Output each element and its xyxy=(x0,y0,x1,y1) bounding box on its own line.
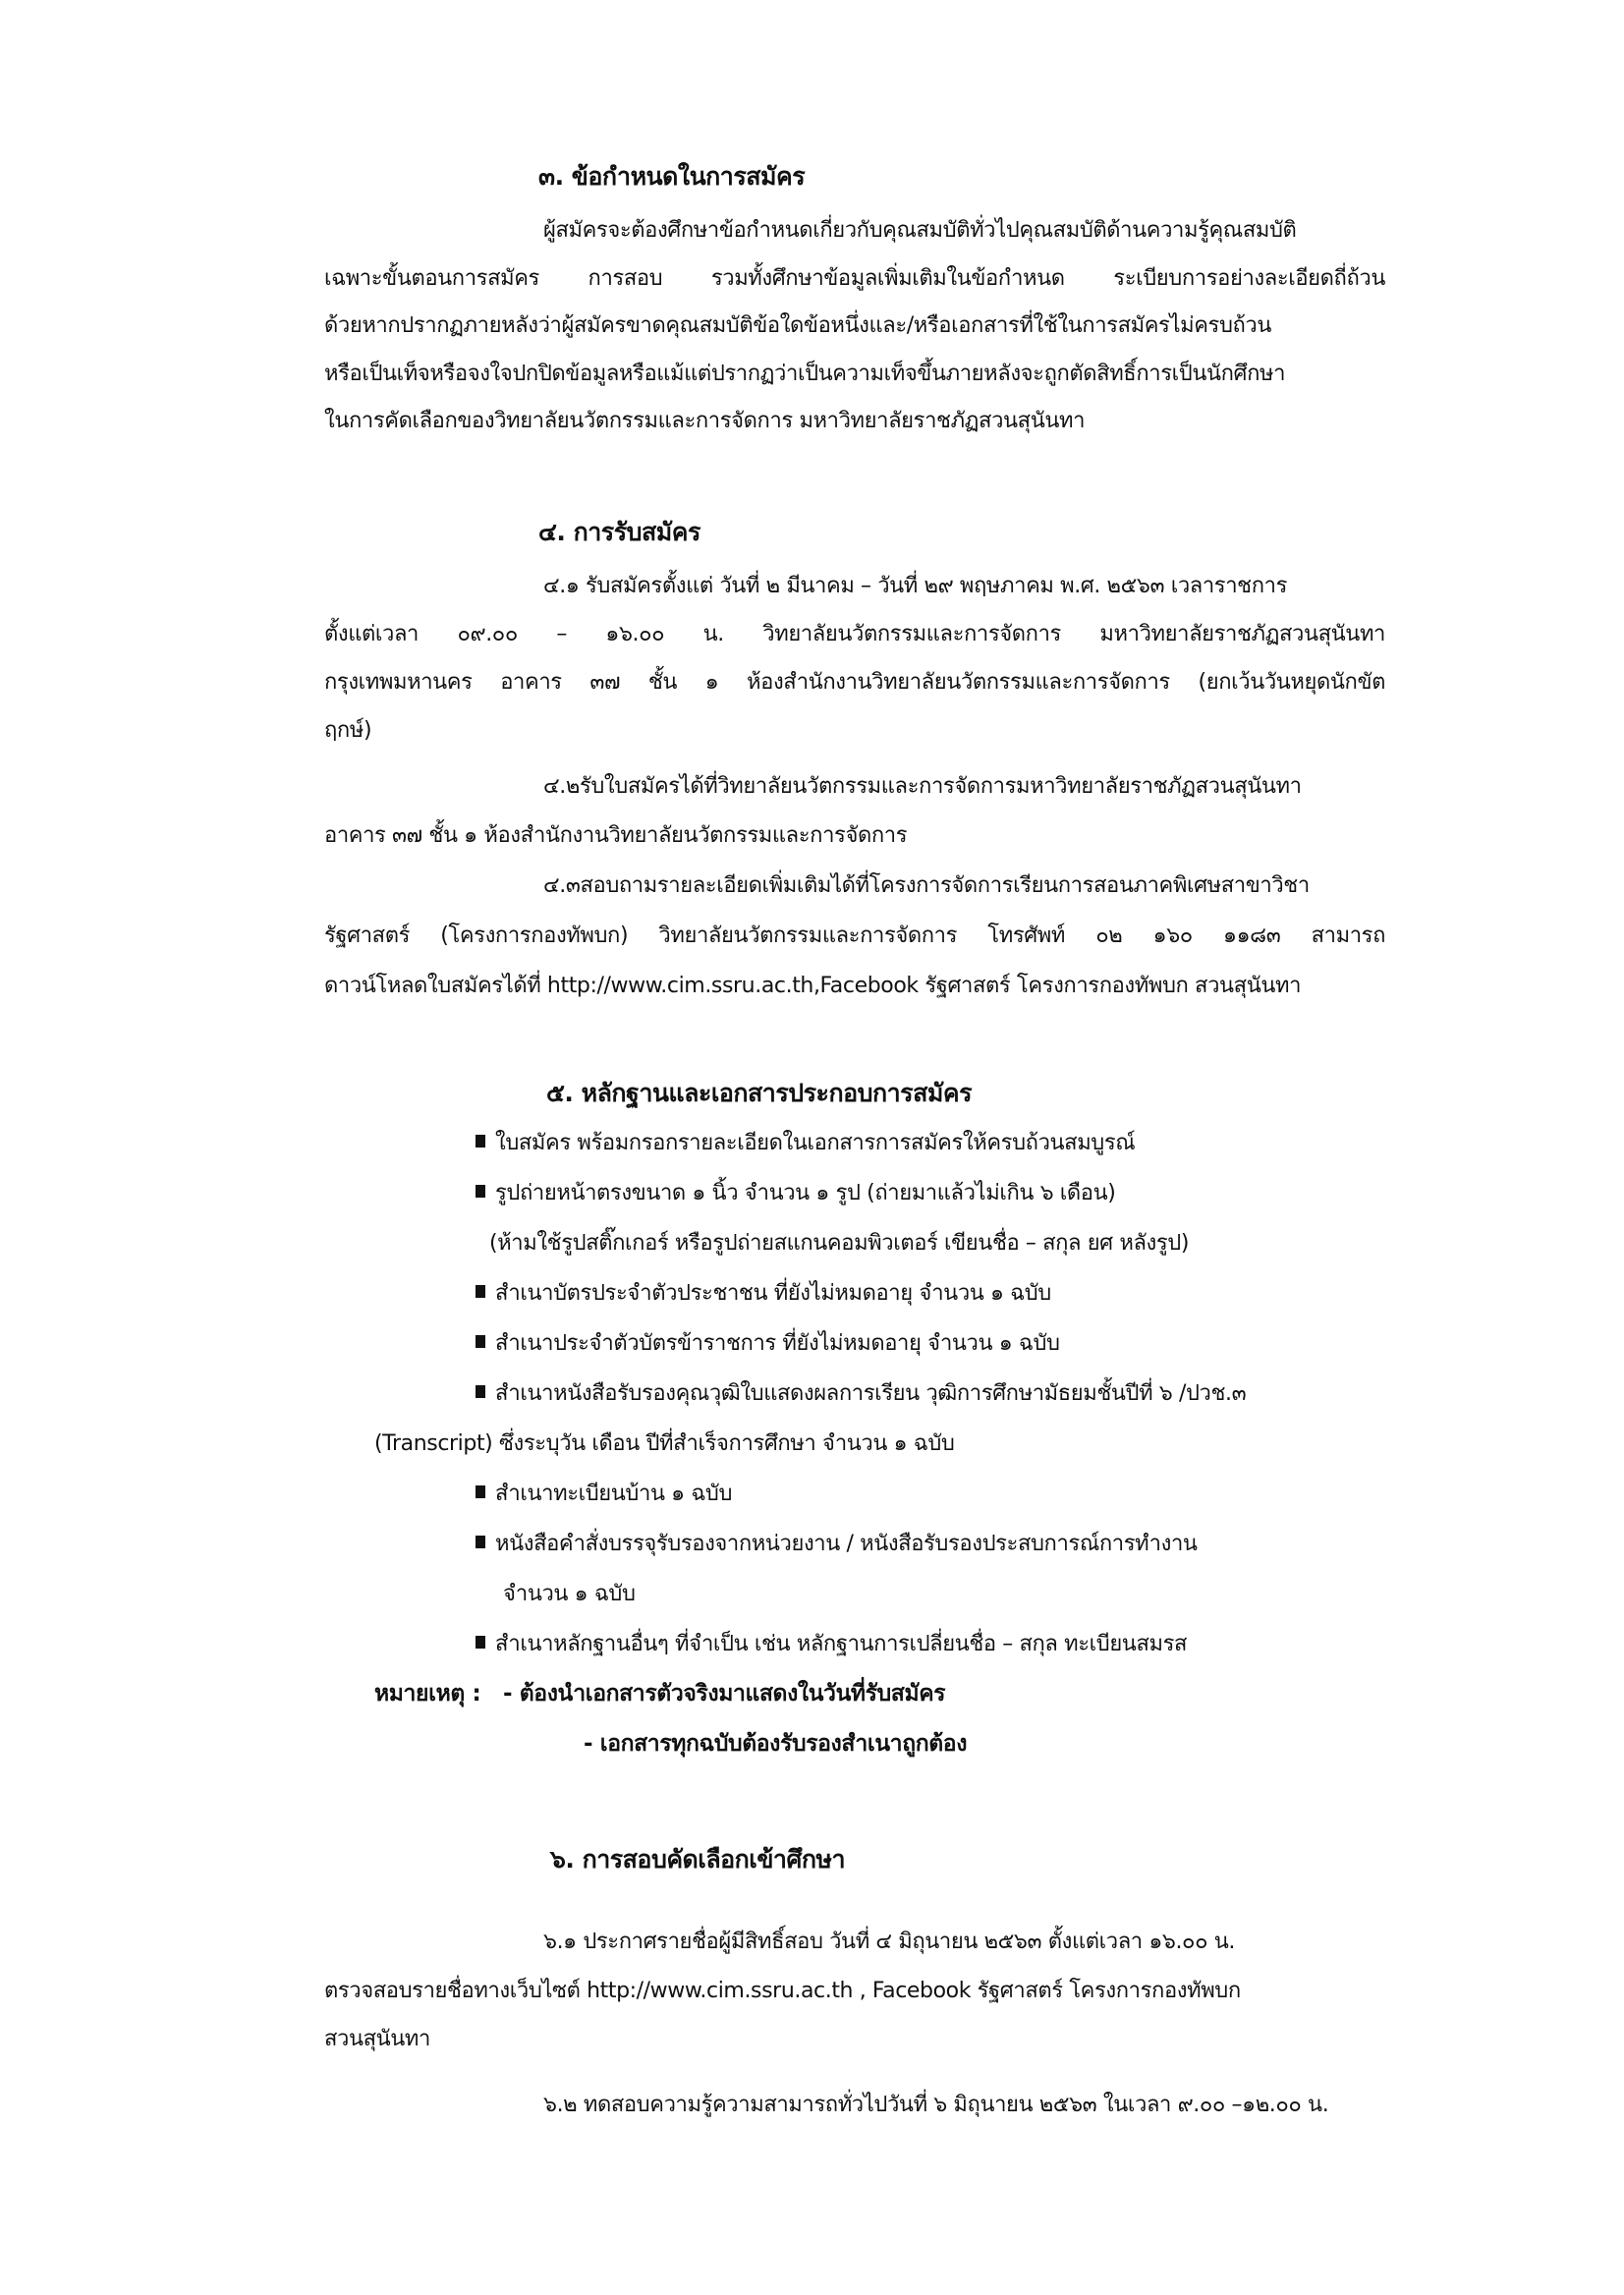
bullet-square-icon xyxy=(476,1385,485,1398)
remark-label: หมายเหตุ : xyxy=(374,1681,481,1707)
section-4-2-line-2: อาคาร ๓๗ ชั้น ๑ ห้องสำนักงานวิทยาลัยนวัตกรรมและการจัดการ xyxy=(324,823,908,848)
transcript-continuation: (Transcript) ซึ่งระบุวัน เดือน ปีที่สำเร็จการศึกษา จำนวน ๑ ฉบับ xyxy=(374,1431,955,1456)
order-continuation: จำนวน ๑ ฉบับ xyxy=(503,1582,636,1606)
bullet-square-icon xyxy=(476,1536,485,1548)
section-4-1-line-2: ตั้งแต่เวลา ๐๙.๐๐ – ๑๖.๐๐ น. วิทยาลัยนวัตกรรมและการจัดการ มหาวิทยาลัยราชภัฏสวนสุนันทา xyxy=(324,622,1385,646)
section-4-3-line-2: รัฐศาสตร์ (โครงการกองทัพบก) วิทยาลัยนวัตกรรมและการจัดการ โทรศัพท์ ๐๒ ๑๖๐ ๑๑๘๓ สามารถ xyxy=(324,924,1385,948)
document-item xyxy=(476,1526,1198,1560)
document-item-text: ใบสมัคร พร้อมกรอกรายละเอียดในเอกสารการสมัครให้ครบถ้วนสมบูรณ์ xyxy=(495,1131,1136,1155)
section-4-2-line-1: ๔.๒รับใบสมัครได้ที่วิทยาลัยนวัตกรรมและการจัดการมหาวิทยาลัยราชภัฏสวนสุนันทา xyxy=(543,774,1302,799)
remark-2: - เอกสารทุกฉบับต้องรับรองสำเนาถูกต้อง xyxy=(584,1731,968,1757)
document-item xyxy=(476,1626,1187,1660)
section-6-1-line-3: สวนสุนันทา xyxy=(324,2027,430,2051)
section-3-line-5: ในการคัดเลือกของวิทยาลัยนวัตกรรมและการจัดการ มหาวิทยาลัยราชภัฏสวนสุนันทา xyxy=(324,409,1086,433)
document-item xyxy=(476,1375,1246,1410)
section-6-1-line-1: ๖.๑ ประกาศรายชื่อผู้มีสิทธิ์สอบ วันที่ ๔ มิถุนายน ๒๕๖๓ ตั้งแต่เวลา ๑๖.๐๐ น. xyxy=(543,1930,1235,1954)
bullet-square-icon xyxy=(476,1485,485,1498)
document-item-text: สำเนาทะเบียนบ้าน ๑ ฉบับ xyxy=(495,1482,733,1506)
section-3-line-2: เฉพาะขั้นตอนการสมัคร การสอบ รวมทั้งศึกษาข้อมูลเพิ่มเติมในข้อกำหนด ระเบียบการอย่างละเอียดถี่ถ้วน xyxy=(324,266,1385,291)
section-3-line-3: ด้วยหากปรากฏภายหลังว่าผู้สมัครขาดคุณสมบัติข้อใดข้อหนึ่งและ/หรือเอกสารที่ใช้ในการสมัครไม่ครบถ้วน xyxy=(324,313,1272,338)
document-item-text: สำเนาหนังสือรับรองคุณวุฒิใบแสดงผลการเรียน วุฒิการศึกษามัธยมชั้นปีที่ ๖ /ปวช.๓ xyxy=(495,1381,1247,1406)
section-4-1-line-3: กรุงเทพมหานคร อาคาร ๓๗ ชั้น ๑ ห้องสำนักงานวิทยาลัยนวัตกรรมและการจัดการ (ยกเว้นวันหยุดนักขัต xyxy=(324,670,1385,695)
document-item xyxy=(476,1325,1060,1360)
document-item xyxy=(476,1275,1051,1310)
section-4-1-line-4: ฤกษ์) xyxy=(324,718,372,743)
photo-note: (ห้ามใช้รูปสติ๊กเกอร์ หรือรูปถ่ายสแกนคอมพิวเตอร์ เขียนชื่อ – สกุล ยศ หลังรูป) xyxy=(489,1231,1190,1256)
bullet-square-icon xyxy=(476,1135,485,1148)
document-item-text: หนังสือคำสั่งบรรจุรับรองจากหน่วยงาน / หนังสือรับรองประสบการณ์การทำงาน xyxy=(495,1532,1198,1556)
document-item-text: สำเนาหลักฐานอื่นๆ ที่จำเป็น เช่น หลักฐานการเปลี่ยนชื่อ – สกุล ทะเบียนสมรส xyxy=(495,1632,1188,1656)
section-5-heading: ๕. หลักฐานและเอกสารประกอบการสมัคร xyxy=(546,1079,972,1107)
remark-1: - ต้องนำเอกสารตัวจริงมาแสดงในวันที่รับสมัคร xyxy=(503,1681,946,1707)
bullet-square-icon xyxy=(476,1636,485,1649)
section-4-heading: ๔. การรับสมัคร xyxy=(538,518,700,546)
section-4-3-line-1: ๔.๓สอบถามรายละเอียดเพิ่มเติมได้ที่โครงการจัดการเรียนการสอนภาคพิเศษสาขาวิชา xyxy=(543,873,1310,898)
section-4-1-line-1: ๔.๑ รับสมัครตั้งแต่ วันที่ ๒ มีนาคม – วันที่ ๒๙ พฤษภาคม พ.ศ. ๒๕๖๓ เวลาราชการ xyxy=(543,574,1288,598)
document-item-text: สำเนาบัตรประจำตัวประชาชน ที่ยังไม่หมดอายุ จำนวน ๑ ฉบับ xyxy=(495,1281,1051,1306)
section-3-line-1: ผู้สมัครจะต้องศึกษาข้อกำหนดเกี่ยวกับคุณสมบัติทั่วไปคุณสมบัติด้านความรู้คุณสมบัติ xyxy=(543,218,1297,243)
document-item xyxy=(476,1476,732,1510)
section-3-line-4: หรือเป็นเท็จหรือจงใจปกปิดข้อมูลหรือแม้แต่ปรากฏว่าเป็นความเท็จขึ้นภายหลังจะถูกตัดสิทธิ์การเป็นนักศึกษา xyxy=(324,362,1286,386)
document-item xyxy=(476,1125,1135,1159)
section-6-heading: ๖. การสอบคัดเลือกเข้าศึกษา xyxy=(550,1845,845,1874)
section-6-1-line-2: ตรวจสอบรายชื่อทางเว็บไซต์ http://www.cim.ssru.ac.th , Facebook รัฐศาสตร์ โครงการกองทัพบก xyxy=(324,1979,1241,2003)
bullet-square-icon xyxy=(476,1335,485,1348)
bullet-square-icon xyxy=(476,1185,485,1198)
document-item xyxy=(476,1175,1115,1209)
document-item-text: รูปถ่ายหน้าตรงขนาด ๑ นิ้ว จำนวน ๑ รูป (ถ่ายมาแล้วไม่เกิน ๖ เดือน) xyxy=(495,1181,1116,1205)
bullet-square-icon xyxy=(476,1285,485,1298)
section-3-heading: ๓. ข้อกำหนดในการสมัคร xyxy=(538,162,806,191)
document-item-text: สำเนาประจำตัวบัตรข้าราชการ ที่ยังไม่หมดอายุ จำนวน ๑ ฉบับ xyxy=(495,1331,1060,1356)
section-6-2-line: ๖.๒ ทดสอบความรู้ความสามารถทั่วไปวันที่ ๖ มิถุนายน ๒๕๖๓ ในเวลา ๙.๐๐ –๑๒.๐๐ น. xyxy=(543,2093,1329,2117)
section-4-3-line-3: ดาวน์โหลดใบสมัครได้ที่ http://www.cim.ssru.ac.th,Facebook รัฐศาสตร์ โครงการกองทัพบก สวนสุนันทา xyxy=(324,974,1302,998)
